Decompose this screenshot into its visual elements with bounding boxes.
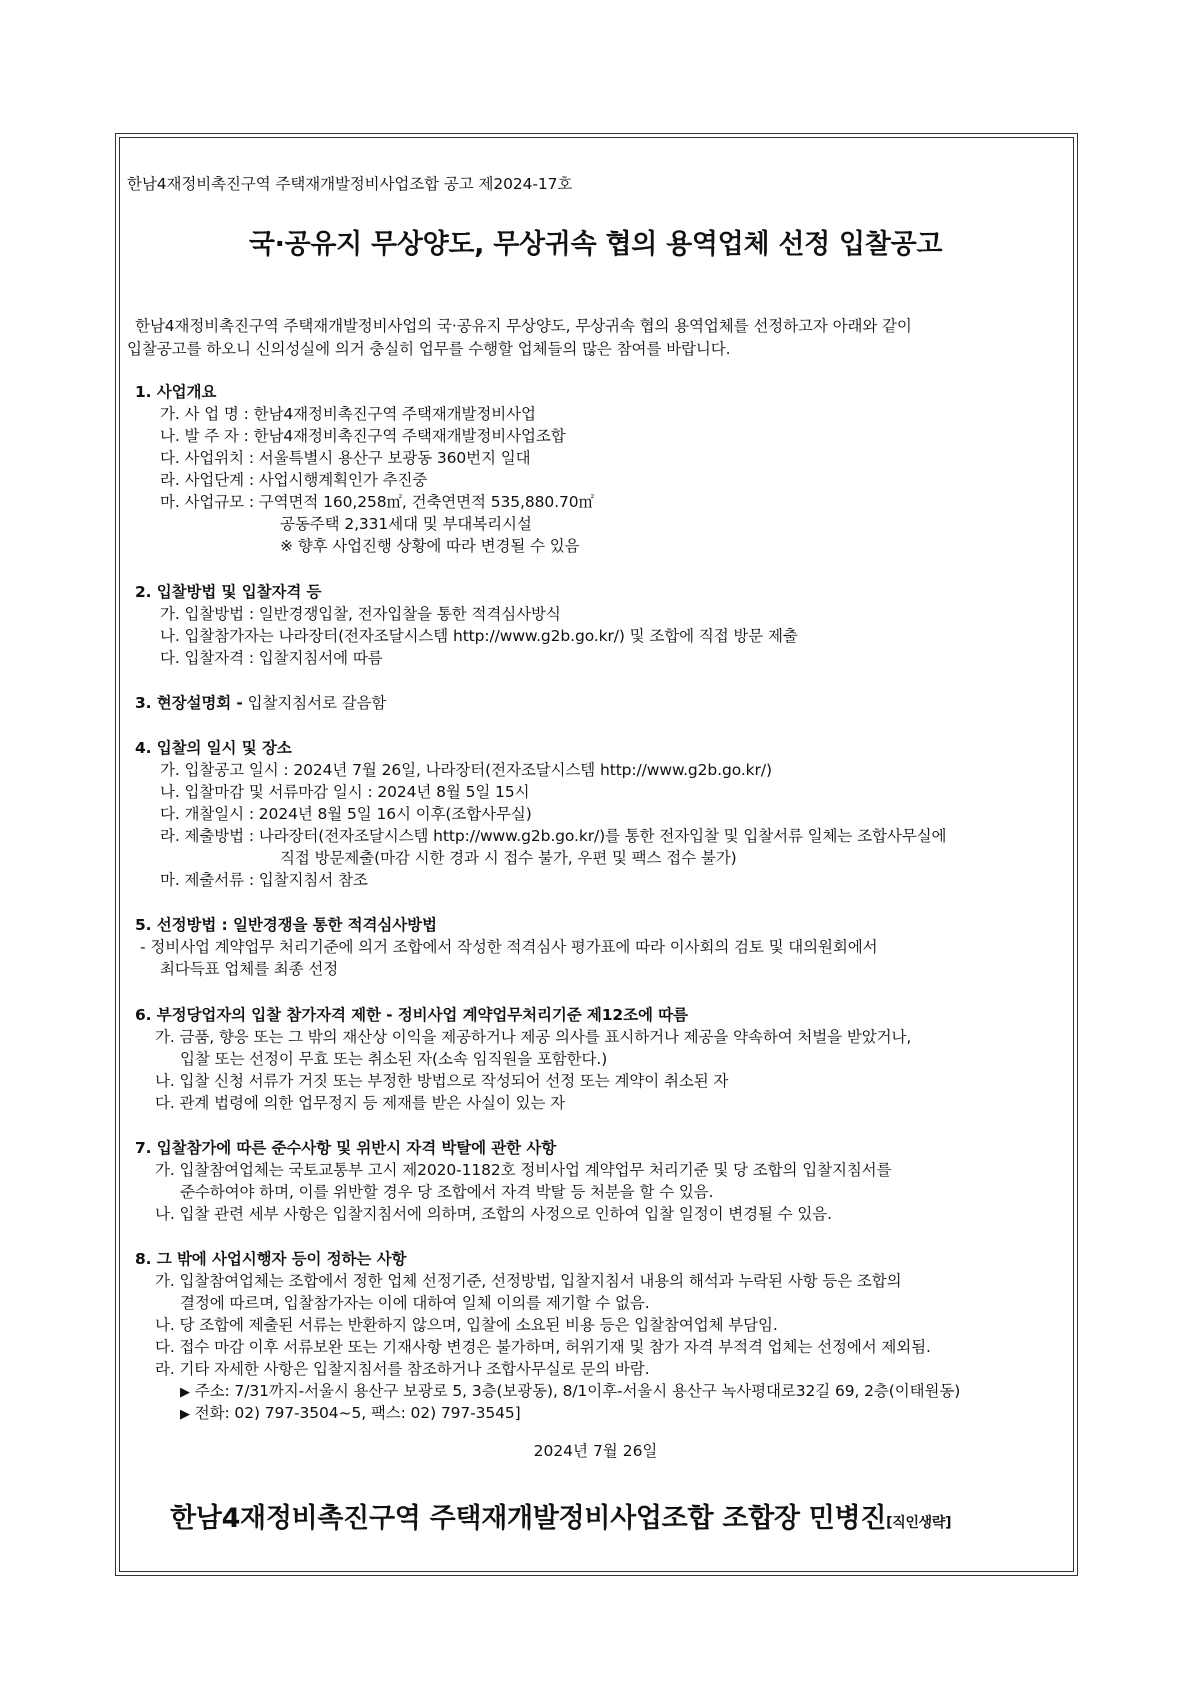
section-2-heading: 2. 입찰방법 및 입찰자격 등 [135, 583, 322, 601]
section-5-continuation: 최다득표 업체를 최종 선정 [160, 960, 339, 978]
triangle-right-icon: ▶ [180, 1385, 190, 1400]
section-7-line: 나. 입찰 관련 세부 사항은 입찰지침서에 의하며, 조합의 사정으로 인하여 입찰 일정이 변경될 수 있음. [155, 1205, 832, 1223]
signature-note: [직인생략] [886, 1515, 952, 1531]
section-3-heading: 3. 현장설명회 - [135, 694, 243, 712]
triangle-right-icon: ▶ [180, 1407, 190, 1422]
section-2-line: 가. 입찰방법 : 일반경쟁입찰, 전자입찰을 통한 적격심사방식 [160, 605, 561, 623]
section-6-heading: 6. 부정당업자의 입찰 참가자격 제한 - 정비사업 계약업무처리기준 제12조에 따름 [135, 1006, 688, 1024]
section-1-continuation: 공동주택 2,331세대 및 부대복리시설 [280, 515, 532, 533]
intro-line-2: 입찰공고를 하오니 신의성실에 의거 충실히 업무를 수행할 업체들의 많은 참여를 바랍니다. [127, 340, 731, 358]
section-3-text: 입찰지침서로 갈음함 [242, 694, 387, 712]
contact-address [180, 1381, 960, 1403]
section-4-line: 라. 제출방법 : 나라장터(전자조달시스템 http://www.g2b.go.kr/)를 통한 전자입찰 및 입찰서류 일체는 조합사무실에 [160, 827, 947, 845]
section-4-line: 가. 입찰공고 일시 : 2024년 7월 26일, 나라장터(전자조달시스템 http://www.g2b.go.kr/) [160, 761, 772, 779]
section-4-continuation: 직접 방문제출(마감 시한 경과 시 접수 불가, 우편 및 팩스 접수 불가) [280, 849, 737, 867]
section-6-continuation: 입찰 또는 선정이 무효 또는 취소된 자(소속 임직원을 포함한다.) [180, 1050, 608, 1068]
notice-date: 2024년 7월 26일 [533, 1442, 658, 1460]
section-5-heading: 5. 선정방법 : 일반경쟁을 통한 적격심사방법 [135, 916, 437, 934]
section-4-line: 마. 제출서류 : 입찰지침서 참조 [160, 871, 368, 889]
section-1-line: 가. 사 업 명 : 한남4재정비촉진구역 주택재개발정비사업 [160, 405, 536, 423]
section-8-line: 나. 당 조합에 제출된 서류는 반환하지 않으며, 입찰에 소요된 비용 등은 입찰참여업체 부담임. [155, 1316, 778, 1334]
section-4-line: 나. 입찰마감 및 서류마감 일시 : 2024년 8월 5일 15시 [160, 783, 530, 801]
contact-phone [180, 1403, 521, 1425]
section-8-line: 다. 접수 마감 이후 서류보완 또는 기재사항 변경은 불가하며, 허위기재 및 참가 자격 부적격 업체는 선정에서 제외됨. [155, 1338, 931, 1356]
section-5-line: - 정비사업 계약업무 처리기준에 의거 조합에서 작성한 적격심사 평가표에 따라 이사회의 검토 및 대의원회에서 [140, 938, 878, 956]
contact-phone-text: 전화: 02) 797-3504~5, 팩스: 02) 797-3545] [194, 1404, 521, 1422]
section-4-heading: 4. 입찰의 일시 및 장소 [135, 739, 292, 757]
section-3 [135, 693, 386, 713]
section-6-line: 다. 관계 법령에 의한 업무정지 등 제재를 받은 사실이 있는 자 [155, 1094, 566, 1112]
section-8-line: 가. 입찰참여업체는 조합에서 정한 업체 선정기준, 선정방법, 입찰지침서 내용의 해석과 누락된 사항 등은 조합의 [155, 1272, 902, 1290]
signature-line [170, 1502, 951, 1540]
section-2-line: 다. 입찰자격 : 입찰지침서에 따름 [160, 649, 383, 667]
section-4-line: 다. 개찰일시 : 2024년 8월 5일 16시 이후(조합사무실) [160, 805, 532, 823]
section-2-line: 나. 입찰참가자는 나라장터(전자조달시스템 http://www.g2b.go.kr/) 및 조합에 직접 방문 제출 [160, 627, 798, 645]
section-8-continuation: 결정에 따르며, 입찰참가자는 이에 대하여 일체 이의를 제기할 수 없음. [180, 1294, 650, 1312]
section-6-line: 가. 금품, 향응 또는 그 밖의 재산상 이익을 제공하거나 제공 의사를 표시하거나 제공을 약속하여 처벌을 받았거나, [155, 1028, 912, 1046]
section-7-continuation: 준수하여야 하며, 이를 위반할 경우 당 조합에서 자격 박탈 등 처분을 할 수 있음. [180, 1183, 714, 1201]
section-8-heading: 8. 그 밖에 사업시행자 등이 정하는 사항 [135, 1250, 407, 1268]
section-7-line: 가. 입찰참여업체는 국토교통부 고시 제2020-1182호 정비사업 계약업무 처리기준 및 당 조합의 입찰지침서를 [155, 1161, 892, 1179]
section-1-heading: 1. 사업개요 [135, 383, 217, 401]
section-6-line: 나. 입찰 신청 서류가 거짓 또는 부정한 방법으로 작성되어 선정 또는 계약이 취소된 자 [155, 1072, 729, 1090]
section-1-line: 나. 발 주 자 : 한남4재정비촉진구역 주택재개발정비사업조합 [160, 427, 566, 445]
signature: 한남4재정비촉진구역 주택재개발정비사업조합 조합장 민병진 [170, 1503, 887, 1534]
notice-title: 국·공유지 무상양도, 무상귀속 협의 용역업체 선정 입찰공고 [248, 229, 943, 260]
section-1-line: 마. 사업규모 : 구역면적 160,258㎡, 건축연면적 535,880.70㎡ [160, 493, 594, 511]
section-1-line: 다. 사업위치 : 서울특별시 용산구 보광동 360번지 일대 [160, 449, 531, 467]
section-8-line: 라. 기타 자세한 사항은 입찰지침서를 참조하거나 조합사무실로 문의 바람. [155, 1360, 650, 1378]
section-7-heading: 7. 입찰참가에 따른 준수사항 및 위반시 자격 박탈에 관한 사항 [135, 1139, 557, 1157]
section-1-note: ※ 향후 사업진행 상황에 따라 변경될 수 있음 [280, 537, 580, 555]
contact-address-text: 주소: 7/31까지-서울시 용산구 보광로 5, 3층(보광동), 8/1이후-서울시 용산구 녹사평대로32길 69, 2층(이태원동) [194, 1382, 961, 1400]
section-1-line: 라. 사업단계 : 사업시행계획인가 추진중 [160, 471, 428, 489]
intro-line-1: 한남4재정비촉진구역 주택재개발정비사업의 국·공유지 무상양도, 무상귀속 협의 용역업체를 선정하고자 아래와 같이 [135, 317, 912, 335]
notice-number: 한남4재정비촉진구역 주택재개발정비사업조합 공고 제2024-17호 [127, 175, 573, 193]
